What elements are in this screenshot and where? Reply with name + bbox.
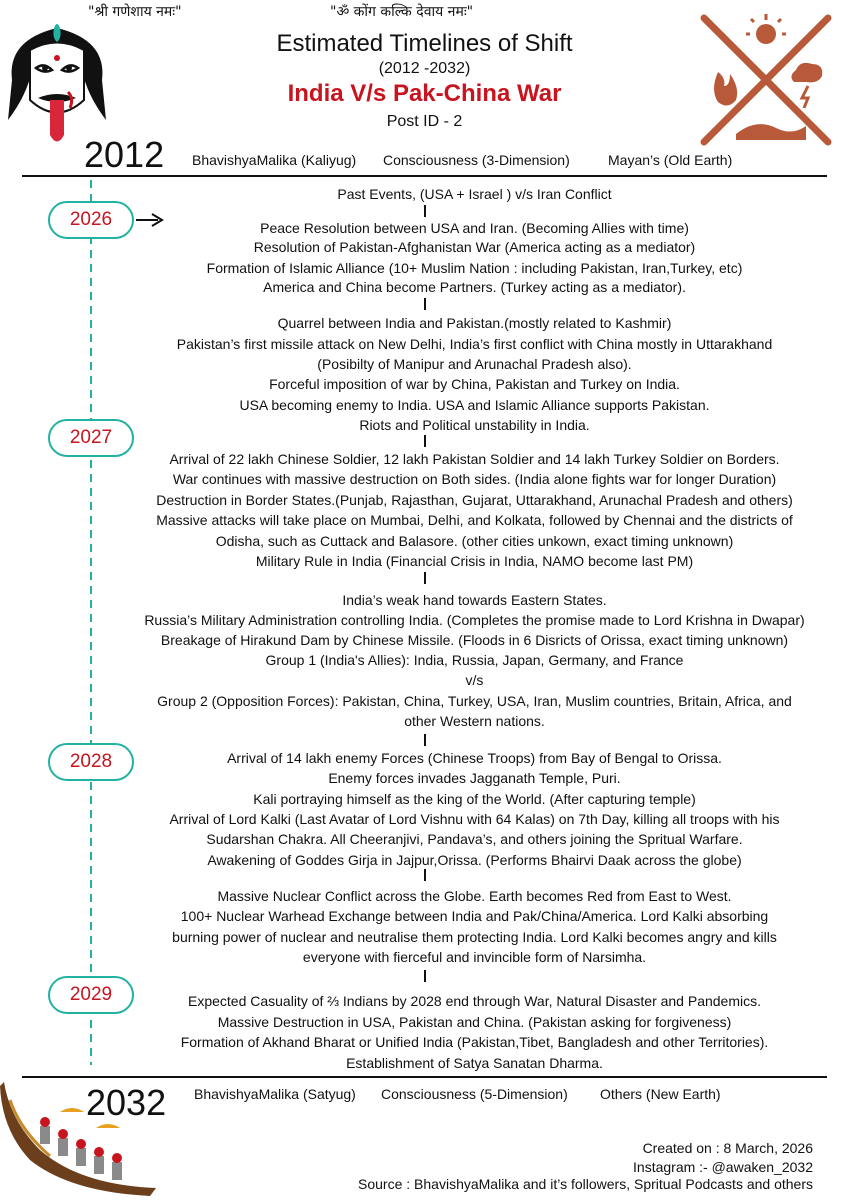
instagram-handle: Instagram :- @awaken_2032 bbox=[633, 1159, 813, 1175]
event-line: Group 1 (India's Allies): India, Russia, Japan, Germany, and France bbox=[265, 652, 684, 668]
year-badge-2026: 2026 bbox=[48, 201, 134, 239]
event-line: Formation of Islamic Alliance (10+ Muslim Nation : including Pakistan, Iran,Turkey, etc) bbox=[206, 260, 743, 276]
bottom-divider bbox=[22, 1076, 827, 1078]
event-line: 100+ Nuclear Warhead Exchange between India and Pak/China/America. Lord Kalki absorbing bbox=[180, 908, 769, 924]
separator-tick bbox=[424, 435, 426, 447]
event-line: Arrival of 14 lakh enemy Forces (Chinese Troops) from Bay of Bengal to Orissa. bbox=[227, 750, 722, 766]
mantra-left: "श्री गणेशाय नमः" bbox=[88, 4, 182, 20]
end-era-tag-consciousness: Consciousness (5-Dimension) bbox=[381, 1086, 568, 1102]
date-range: (2012 -2032) bbox=[378, 60, 471, 77]
event-line: Past Events, (USA + Israel ) v/s Iran Conflict bbox=[337, 186, 612, 202]
event-line: India’s weak hand towards Eastern States. bbox=[342, 592, 607, 608]
event-line: Odisha, such as Cuttack and Balasore. (other cities unkown, exact timing unknown) bbox=[215, 533, 734, 549]
event-line: Breakage of Hirakund Dam by Chinese Missile. (Floods in 6 Disricts of Orissa, exact timing unknown) bbox=[160, 632, 789, 648]
event-line: Enemy forces invades Jagganath Temple, Puri. bbox=[328, 770, 621, 786]
page-title: Estimated Timelines of Shift bbox=[276, 30, 573, 57]
event-line: Resolution of Pakistan-Afghanistan War (America acting as a mediator) bbox=[253, 239, 696, 255]
event-line: Forceful imposition of war by China, Pakistan and Turkey on India. bbox=[269, 376, 680, 392]
boat-illustration bbox=[0, 1080, 160, 1200]
timeline-dashed-line bbox=[88, 180, 94, 1065]
event-line: Arrival of 22 lakh Chinese Soldier, 12 lakh Pakistan Soldier and 14 lakh Turkey Soldier on Borders. bbox=[169, 451, 780, 467]
event-line: Pakistan’s first missile attack on New Delhi, India’s first conflict with China mostly in Uttarakhand bbox=[176, 336, 773, 352]
event-line: America and China become Partners. (Turkey acting as a mediator). bbox=[263, 279, 686, 295]
event-line: Kali portraying himself as the king of the World. (After capturing temple) bbox=[253, 791, 696, 807]
separator-tick bbox=[424, 734, 426, 746]
created-date: Created on : 8 March, 2026 bbox=[642, 1140, 813, 1156]
separator-tick bbox=[424, 970, 426, 982]
event-line: (Posibilty of Manipur and Arunachal Pradesh also). bbox=[317, 356, 632, 372]
event-line: USA becoming enemy to India. USA and Islamic Alliance supports Pakistan. bbox=[239, 397, 710, 413]
event-line: everyone with fierceful and invincible form of Narsimha. bbox=[302, 949, 647, 965]
year-badge-2027: 2027 bbox=[48, 419, 134, 457]
event-line: Military Rule in India (Financial Crisis in India, NAMO become last PM) bbox=[255, 553, 694, 569]
event-line: Establishment of Satya Sanatan Dharma. bbox=[346, 1055, 603, 1071]
start-era-tag-malika: BhavishyaMalika (Kaliyug) bbox=[192, 152, 357, 168]
event-line: Group 2 (Opposition Forces): Pakistan, China, Turkey, USA, Iran, Muslim countries, Britain, Africa, and bbox=[157, 693, 792, 709]
event-line: Awakening of Goddes Girja in Jajpur,Orissa. (Performs Bhairvi Daak across the globe) bbox=[207, 852, 742, 868]
event-line: Quarrel between India and Pakistan.(mostly related to Kashmir) bbox=[277, 315, 672, 331]
separator-tick bbox=[424, 869, 426, 881]
year-badge-2029: 2029 bbox=[48, 976, 134, 1014]
event-line: Peace Resolution between USA and Iran. (Becoming Allies with time) bbox=[260, 220, 689, 236]
separator-tick bbox=[424, 298, 426, 310]
event-line: Russia’s Military Administration controlling India. (Completes the promise made to Lord Krishna in Dwapar) bbox=[144, 612, 805, 628]
year-badge-2028: 2028 bbox=[48, 743, 134, 781]
event-line: Arrival of Lord Kalki (Last Avatar of Lord Vishnu with 64 Kalas) on 7th Day, killing all troops with his bbox=[169, 811, 780, 827]
event-line: Sudarshan Chakra. All Cheeranjivi, Pandava’s, and others joining the Spritual Warfare. bbox=[206, 831, 743, 847]
event-line: burning power of nuclear and neutralise them protecting India. Lord Kalki becomes angry and kills bbox=[172, 929, 777, 945]
post-id: Post ID - 2 bbox=[386, 113, 463, 130]
start-era-year: 2012 bbox=[84, 134, 165, 175]
event-line: Massive Destruction in USA, Pakistan and China. (Pakistan asking for forgiveness) bbox=[217, 1014, 732, 1030]
event-line: Massive attacks will take place on Mumbai, Delhi, and Kolkata, followed by Chennai and the districts of bbox=[156, 512, 793, 528]
top-divider bbox=[22, 175, 827, 177]
mantra-right: "ॐ कोंग कल्कि देवाय नमः" bbox=[330, 4, 474, 20]
end-era-tag-malika: BhavishyaMalika (Satyug) bbox=[194, 1086, 356, 1102]
event-line: Destruction in Border States.(Punjab, Rajasthan, Gujarat, Uttarakhand, Arunachal Pradesh and others) bbox=[156, 492, 793, 508]
separator-tick bbox=[424, 572, 426, 584]
start-era-tag-consciousness: Consciousness (3-Dimension) bbox=[383, 152, 570, 168]
event-line: other Western nations. bbox=[404, 713, 545, 729]
page-subtitle: India V/s Pak-China War bbox=[287, 80, 562, 107]
event-line: Expected Casuality of ⅔ Indians by 2028 end through War, Natural Disaster and Pandemics. bbox=[187, 993, 762, 1009]
event-line: War continues with massive destruction on Both sides. (India alone fights war for longer Duration) bbox=[172, 471, 777, 487]
event-line: Massive Nuclear Conflict across the Globe. Earth becomes Red from East to West. bbox=[217, 888, 732, 904]
start-era-tag-mayan: Mayan’s (Old Earth) bbox=[608, 152, 733, 168]
end-era-tag-others: Others (New Earth) bbox=[600, 1086, 721, 1102]
end-era-year: 2032 bbox=[86, 1082, 167, 1123]
event-line: v/s bbox=[465, 672, 484, 688]
source-note: Source : BhavishyaMalika and it’s followers, Spritual Podcasts and others bbox=[358, 1176, 813, 1192]
event-line: Formation of Akhand Bharat or Unified India (Pakistan,Tibet, Bangladesh and other Territories). bbox=[180, 1034, 769, 1050]
event-line: Riots and Political unstability in India. bbox=[359, 417, 590, 433]
separator-tick bbox=[424, 205, 426, 217]
